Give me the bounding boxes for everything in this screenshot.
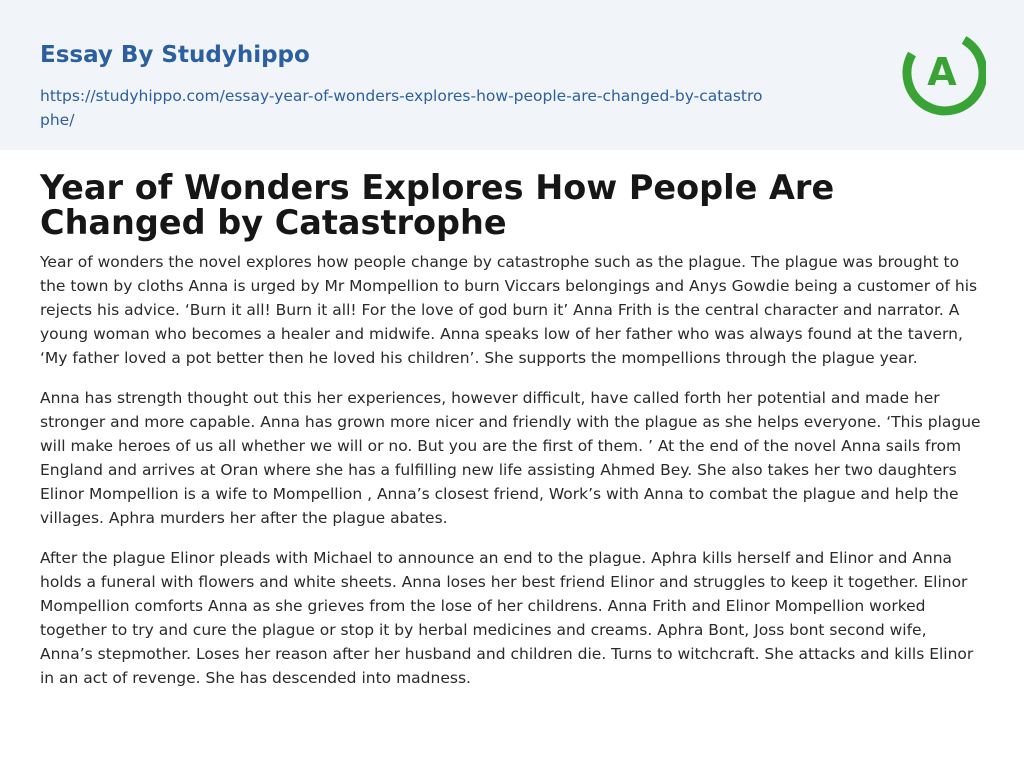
paragraph-2: Anna has strength thought out this her experiences, however difficult, have called forth her potential and made her stronger and more capable. Anna has grown more nicer and friendly with the plague as she helps everyone. ‘This plague will make heroes of us all whether we will or no. But you are the first of them. ’ At the end of the novel Anna sails from England and arrives at Oran where she has a fulfilling new life assisting Ahmed Bey. She also takes her two daughters Elinor Mompellion is a wife to Mompellion , Anna’s closest friend, Work’s with Anna to combat the plague and help the villages. Aphra murders her after the plague abates. bbox=[40, 389, 981, 527]
paragraph-3: After the plague Elinor pleads with Michael to announce an end to the plague. Aphra kills herself and Elinor and Anna holds a funeral with flowers and white sheets. Anna loses her best friend Elinor and struggles to keep it together. Elinor Mompellion comforts Anna as she grieves from the lose of her childrens. Anna Frith and Elinor Mompellion worked together to try and cure the plague or stop it by herbal medicines and creams. Aphra Bont, Joss bont second wife, Anna’s stepmother. Loses her reason after her husband and children die. Turns to witchcraft. She attacks and kills Elinor in an act of revenge. She has descended into madness. bbox=[40, 549, 974, 687]
logo-letter: A bbox=[927, 50, 957, 94]
site-title[interactable]: Essay By Studyhippo bbox=[40, 42, 310, 68]
article bbox=[0, 150, 1024, 690]
studyhippo-logo-icon[interactable] bbox=[898, 28, 986, 116]
site-header bbox=[0, 0, 1024, 150]
paragraph-1: Year of wonders the novel explores how people change by catastrophe such as the plague. The plague was brought to the town by cloths Anna is urged by Mr Mompellion to burn Viccars belongings and Anys Gowdie being a customer of his rejects his advice. ‘Burn it all! Burn it all! For the love of god burn it’ Anna Frith is the central character and narrator. A young woman who becomes a healer and midwife. Anna speaks low of her father who was always found at the tavern, ‘My father loved a pot better then he loved his children’. She supports the mompellions through the plague year. bbox=[40, 253, 978, 367]
page-title: Year of Wonders Explores How People Are Changed by Catastrophe bbox=[40, 168, 835, 242]
source-url-link[interactable]: https://studyhippo.com/essay-year-of-wonders-explores-how-people-are-changed-by-catastrophe/ bbox=[40, 87, 763, 129]
